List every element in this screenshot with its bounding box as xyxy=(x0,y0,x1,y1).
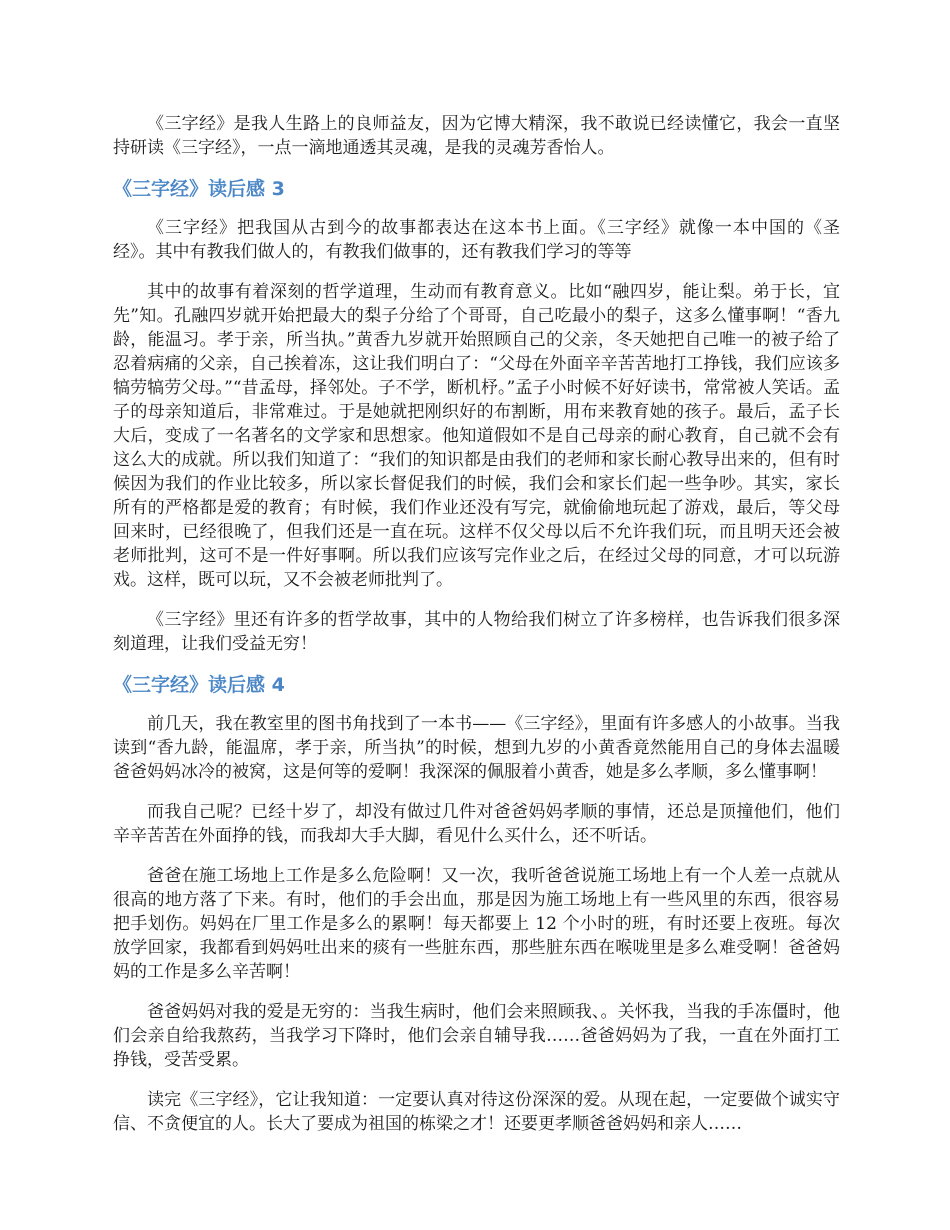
paragraph: 其中的故事有着深刻的哲学道理，生动而有教育意义。比如“融四岁，能让梨。弟于长，宜先”知。孔融四岁就开始把最大的梨子分给了个哥哥，自己吃最小的梨子，这多么懂事啊！“香九龄，能温习。孝于亲，所当执。”黄香九岁就开始照顾自己的父亲，冬天她把自己唯一的被子给了忍着病痛的父亲，自己挨着冻，这让我们明白了：“父母在外面辛辛苦苦地打工挣钱，我们应该多犒劳犒劳父母。”“昔孟母，择邻处。子不学，断机杼。”孟子小时候不好好读书，常常被人笑话。孟子的母亲知道后，非常难过。于是她就把刚织好的布割断，用布来教育她的孩子。最后，孟子长大后，变成了一名著名的文学家和思想家。他知道假如不是自己母亲的耐心教育，自己就不会有这么大的成就。所以我们知道了：“我们的知识都是由我们的老师和家长耐心教导出来的，但有时候因为我们的作业比较多，所以家长督促我们的时候，我们会和家长们起一些争吵。其实，家长所有的严格都是爱的教育；有时候，我们作业还没有写完，就偷偷地玩起了游戏，最后，等父母回来时，已经很晚了，但我们还是一直在玩。这样不仅父母以后不允许我们玩，而且明天还会被老师批判，这可不是一件好事啊。所以我们应该写完作业之后，在经过父母的同意，才可以玩游戏。这样，既可以玩，又不会被老师批判了。 xyxy=(113,282,840,590)
paragraph: 《三字经》把我国从古到今的故事都表达在这本书上面。《三字经》就像一本中国的《圣经》。其中有教我们做人的，有教我们做事的，还有教我们学习的等等 xyxy=(113,218,840,262)
paragraph: 而我自己呢？已经十岁了，却没有做过几件对爸爸妈妈孝顺的事情，还总是顶撞他们，他们辛辛苦苦在外面挣的钱，而我却大手大脚，看见什么买什么，还不听话。 xyxy=(113,802,840,846)
paragraph: 爸爸在施工场地上工作是多么危险啊！又一次，我听爸爸说施工场地上有一个人差一点就从很高的地方落了下来。有时，他们的手会出血，那是因为施工场地上有一些风里的东西，很容易把手划伤。妈妈在厂里工作是多么的累啊！每天都要上 12 个小时的班，有时还要上夜班。每次放学回家，我都看到妈妈吐出来的痰有一些脏东西，那些脏东西在喉咙里是多么难受啊！爸爸妈妈的工作是多么辛苦啊！ xyxy=(113,866,840,982)
section-heading-4: 《三字经》读后感 4 xyxy=(113,674,285,696)
paragraph-intro-end: 《三字经》是我人生路上的良师益友，因为它博大精深，我不敢说已经读懂它，我会一直坚持研读《三字经》，一点一滴地通透其灵魂，是我的灵魂芳香怡人。 xyxy=(113,114,840,158)
paragraph: 前几天，我在教室里的图书角找到了一本书——《三字经》，里面有许多感人的小故事。当我读到“香九龄，能温席，孝于亲，所当执”的时候，想到九岁的小黄香竟然能用自己的身体去温暖爸爸妈妈冰冷的被窝，这是何等的爱啊！我深深的佩服着小黄香，她是多么孝顺，多么懂事啊！ xyxy=(113,714,840,782)
document-body xyxy=(113,112,840,1152)
section-heading-3: 《三字经》读后感 3 xyxy=(113,178,285,200)
paragraph: 爸爸妈妈对我的爱是无穷的：当我生病时，他们会来照顾我、。关怀我，当我的手冻僵时，他们会亲自给我熬药，当我学习下降时，他们会亲自辅导我……爸爸妈妈为了我，一直在外面打工挣钱，受苦受累。 xyxy=(113,1002,840,1070)
paragraph: 读完《三字经》，它让我知道：一定要认真对待这份深深的爱。从现在起，一定要做个诚实守信、不贪便宜的人。长大了要成为祖国的栋梁之才！还要更孝顺爸爸妈妈和亲人…… xyxy=(113,1090,840,1134)
paragraph: 《三字经》里还有许多的哲学故事，其中的人物给我们树立了许多榜样，也告诉我们很多深刻道理，让我们受益无穷！ xyxy=(113,610,840,654)
